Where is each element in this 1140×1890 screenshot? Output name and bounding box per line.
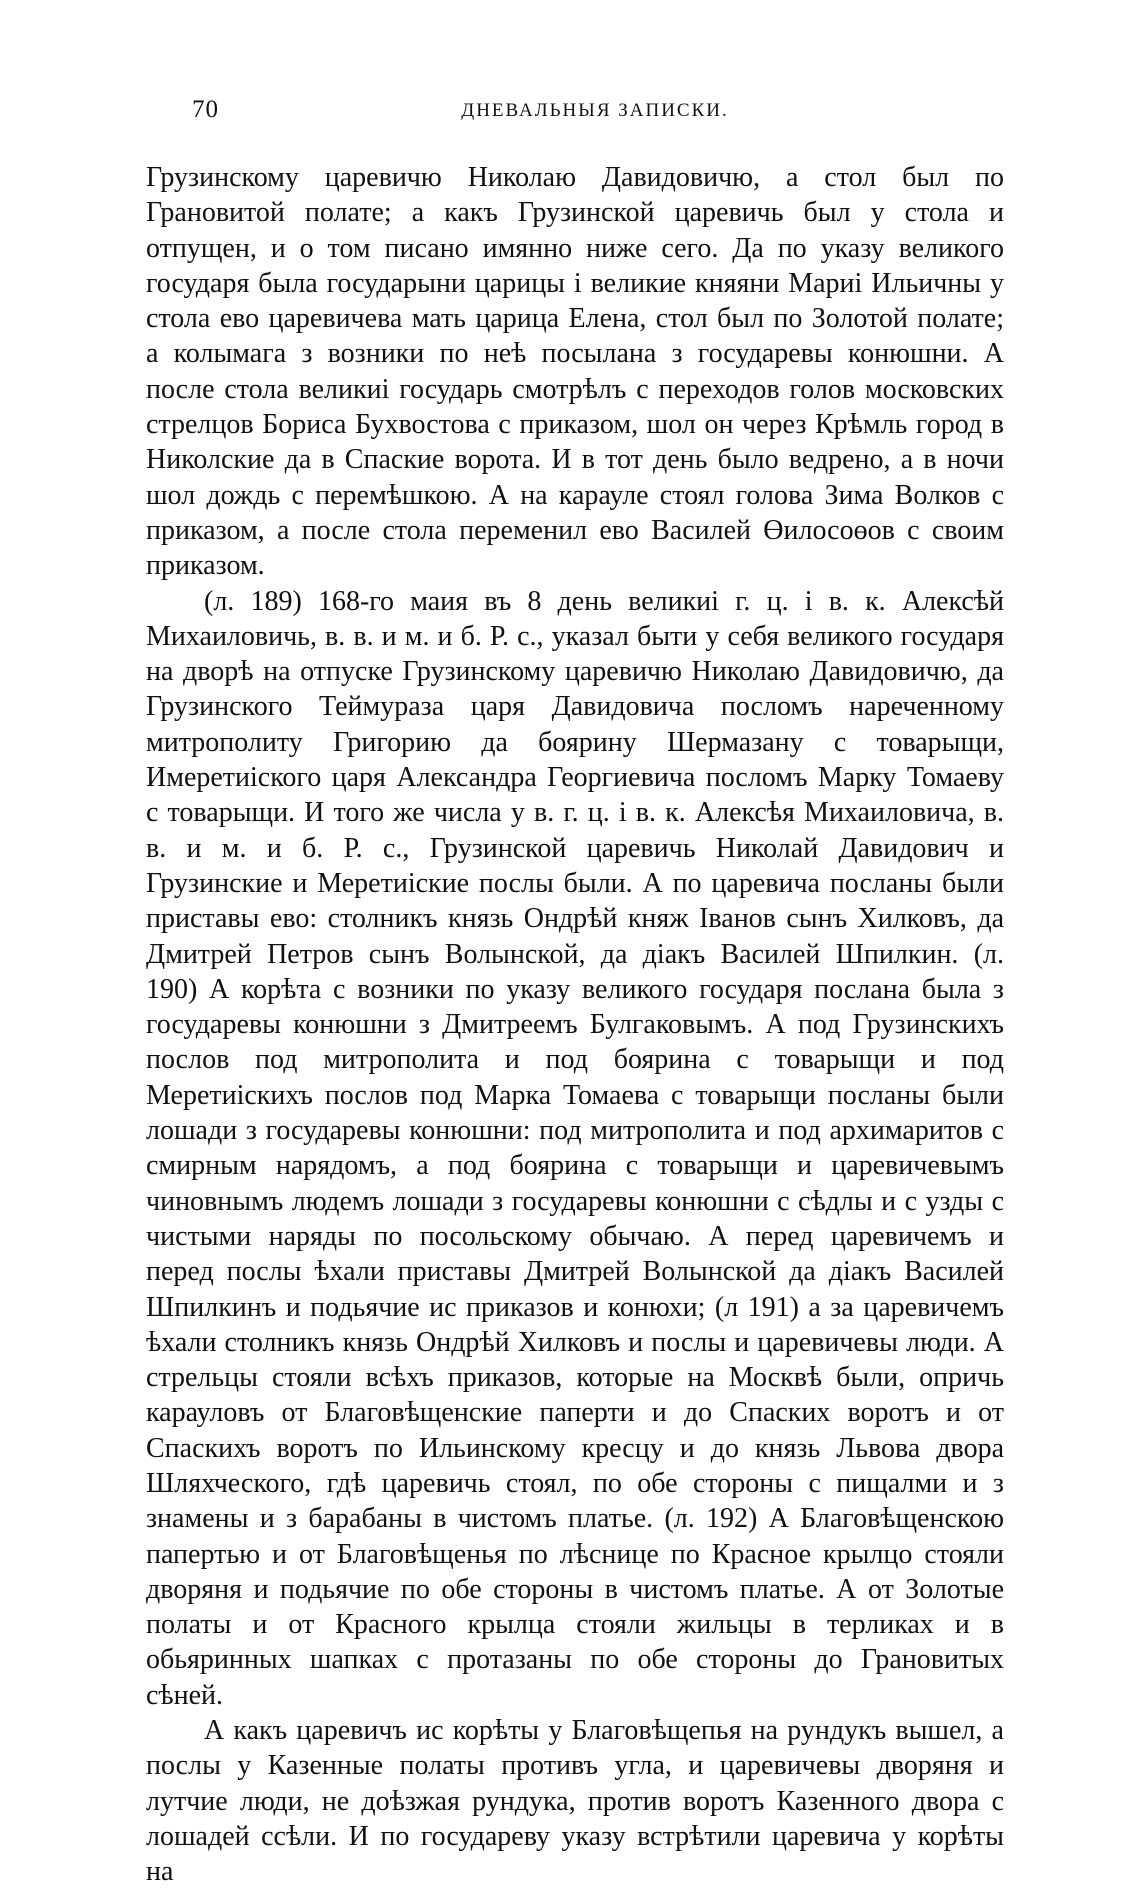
paragraph-2: (л. 189) 168-го маия въ 8 день великиі г. ц. і в. к. Алексѣй Михаиловичь, в. в. и м. и б. Р. с., указал быти у себя великого государя на дворѣ на отпуске Грузинскому царевичю Николаю Давидовичю, да Грузинского Теймураза царя Давидовича посломъ нареченному митрополиту Григорию да боярину Шермазану с товарыщи, Имеретиіского царя Александра Георгиевича посломъ Марку Томаеву с товарыщи. И того же числа у в. г. ц. і в. к. Алексѣя Михаиловича, в. в. и м. и б. Р. с., Грузинской царевичь Николай Давидович и Грузинские и Меретиіские послы были. А по царевича посланы были приставы ево: столникъ князь Ондрѣй княж Іванов сынъ Хилковъ, да Дмитрей Петров сынъ Волынской, да діакъ Василей Шпилкин. (л. 190) А корѣта с возники по указу великого государя послана была з государевы конюшни з Дмитреемъ Булгаковымъ. А под Грузинскихъ послов под митрополита и под боярина с товарыщи и под Меретиіскихъ послов под Марка Томаева с товарыщи посланы были лошади з государевы конюшни: под митрополита и под архимаритов с смирным нарядомъ, а под боярина с товарыщи и царевичевымъ чиновнымъ людемъ лошади з государевы конюшни с сѣдлы и с узды с чистыми наряды по посольскому обычаю. А перед царевичемъ и перед послы ѣхали приставы Дмитрей Волынской да діакъ Василей Шпилкинъ и подьячие ис приказов и конюхи; (л 191) а за царевичемъ ѣхали столникъ князь Ондрѣй Хилковъ и послы и царевичевы люди. А стрельцы стояли всѣхъ приказов, которые на Москвѣ были, опричь карауловъ от Благовѣщенские паперти и до Спаских воротъ и от Спаскихъ воротъ по Ильинскому кресцу и до князь Львова двора Шляхческого, гдѣ царевичь стоял, по обе стороны с пищалми и з знамены и з барабаны в чистомъ платье. (л. 192) А Благовѣщенскою папертью и от Благовѣщенья по лѣснице по Красное крылцо стояли дворяня и подьячие по обе стороны в чистомъ платье. А от Золотые полаты и от Красного крылца стояли жильцы в терликах и в обьяринных шапках с протазаны по обе стороны до Грановитых сѣней. — [146, 585, 1004, 1711]
running-title: ДНЕВАЛЬНЫЯ ЗАПИСКИ. — [461, 100, 729, 121]
paragraph-1: Грузинскому царевичю Николаю Давидовичю, а стол был по Грановитой полате; а какъ Грузинской царевичь был у стола и отпущен, и о том писано имянно ниже сего. Да по указу великого государя была государыни царицы і великие княяни Мариі Ильичны у стола ево царевичева мать царица Елена, стол был по Золотой полате; а колымага з возники по неѣ посылана з государевы конюшни. А после стола великиі государь смотрѣлъ с переходов голов московских стрелцов Бориса Бухвостова с приказом, шол он через Крѣмль город в Николские да в Спаские ворота. И в тот день было ведрено, а в ночи шол дождь с перемѣшкою. А на карауле стоял голова Зима Волков с приказом, а после стола переменил ево Василей Өилосоөов с своим приказом. — [146, 162, 1004, 582]
running-head — [146, 92, 1004, 132]
book-page — [146, 92, 1004, 1888]
page-number: 70 — [192, 96, 219, 123]
paragraph-3: А какъ царевичъ ис корѣты у Благовѣщепья на рундукъ вышел, а послы у Казенные полаты противъ угла, и царевичевы дворяня и лутчие люди, не доѣзжая рундука, против воротъ Казенного двора с лошадей ссѣли. И по государеву указу встрѣтили царевича у корѣты на — [146, 1715, 1004, 1888]
body-text — [146, 160, 1004, 1890]
